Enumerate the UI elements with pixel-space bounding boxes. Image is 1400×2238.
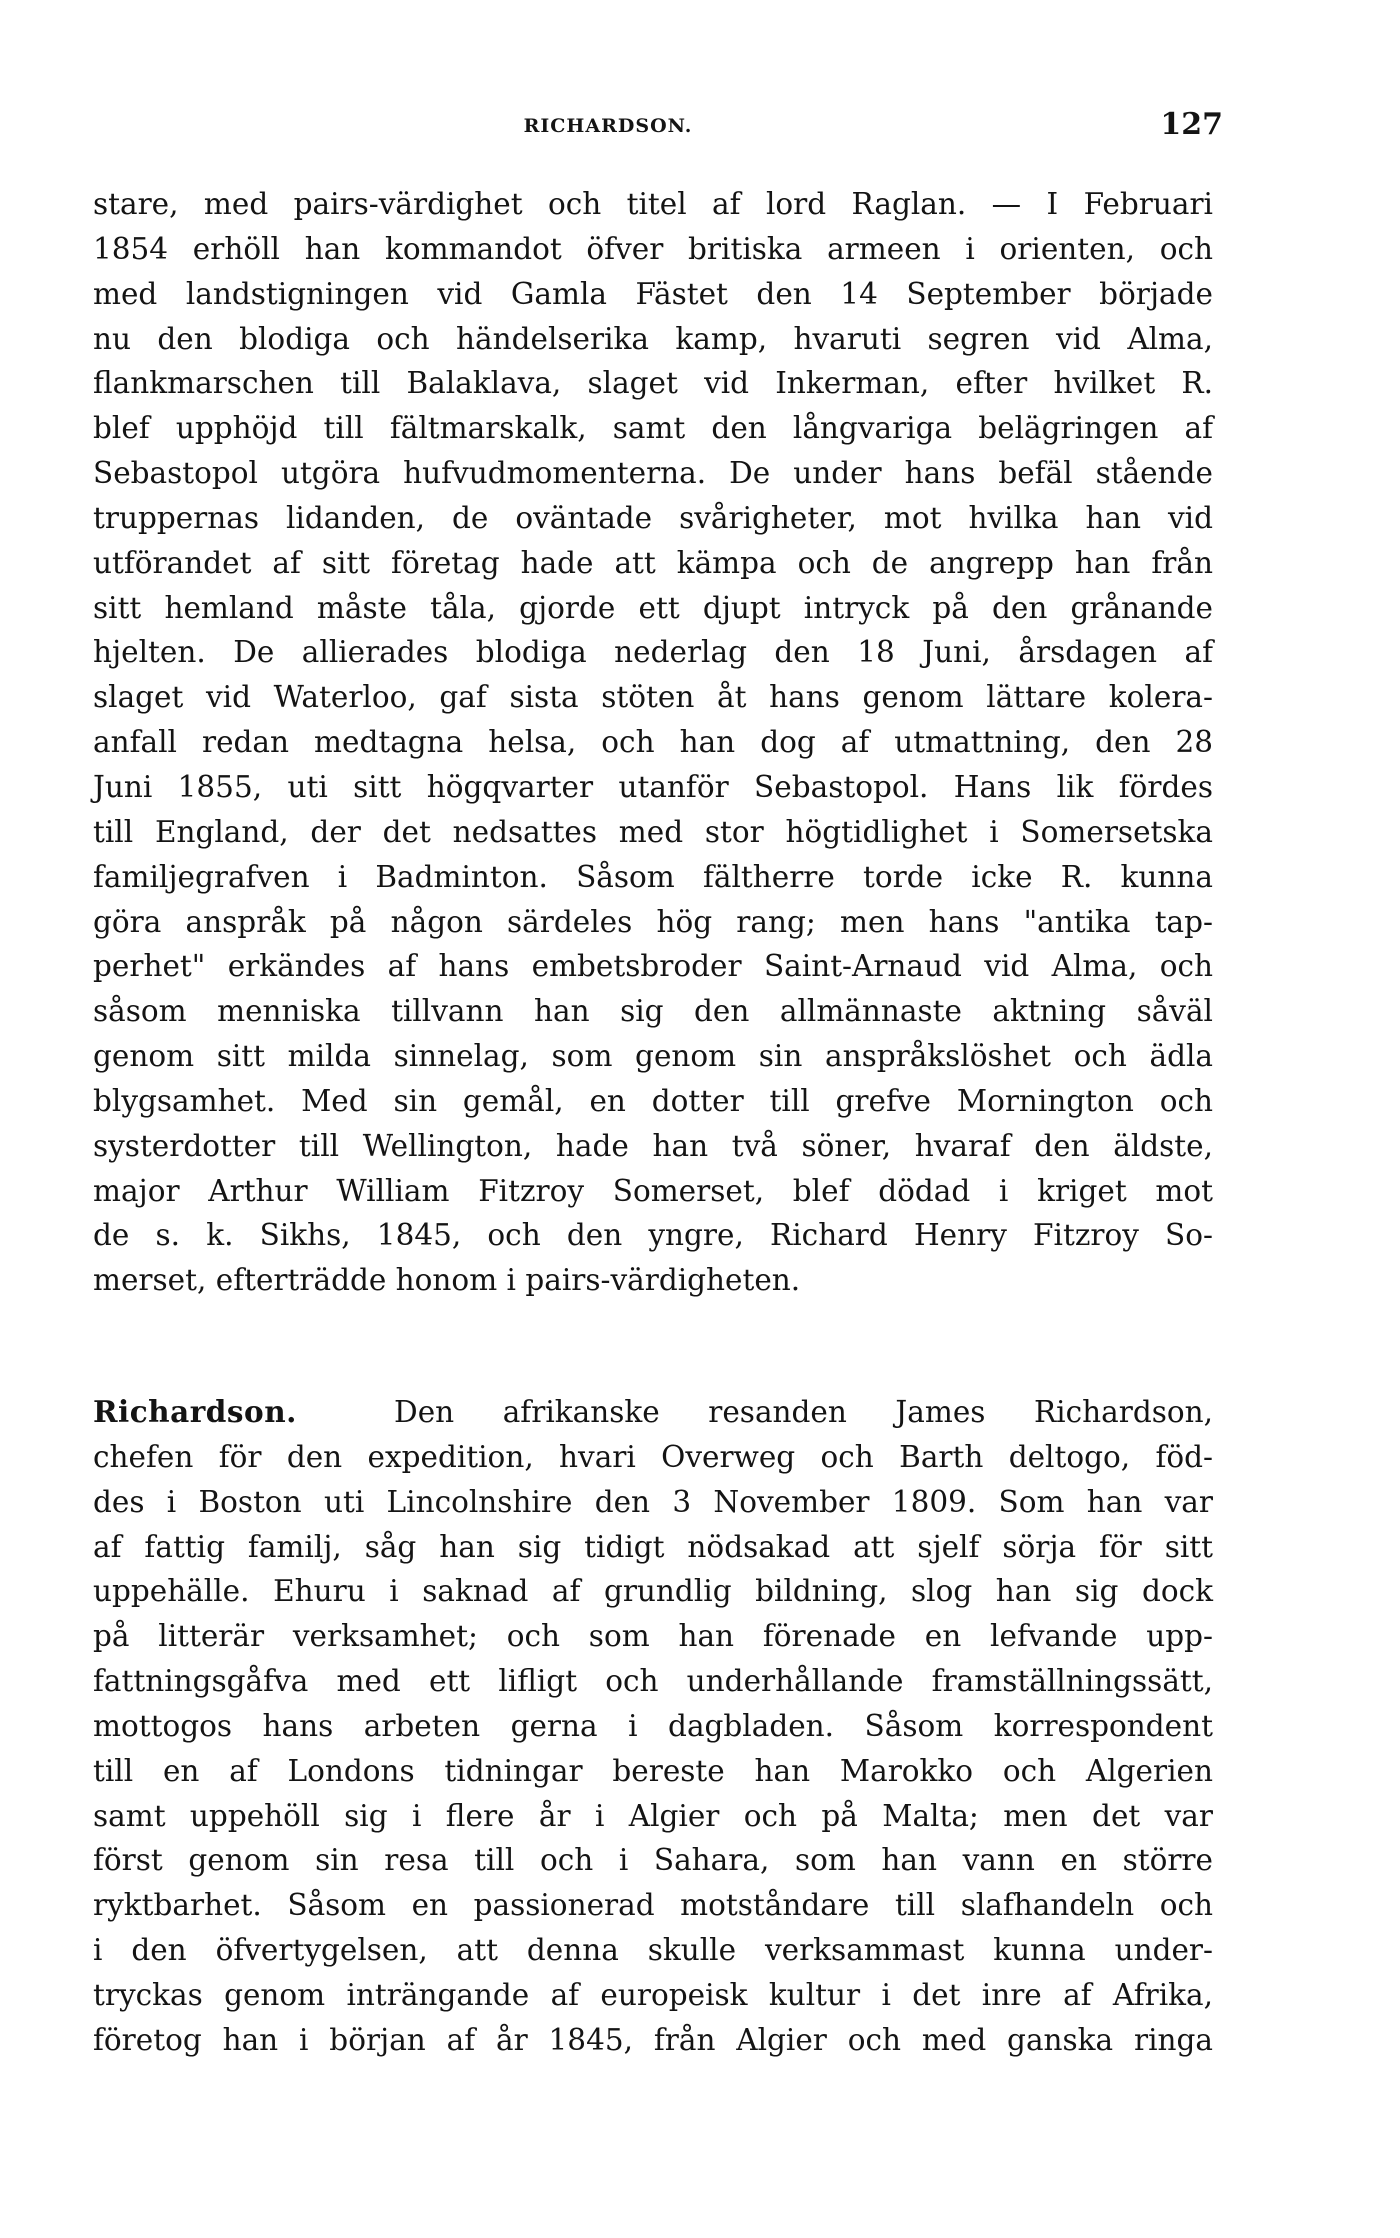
text-line-rest: Den afrikanske resanden James Richardson, [394,1395,1213,1429]
text-line: hjelten. De allierades blodiga nederlag den 18 Juni, årsdagen af [93,635,1213,670]
text-line [93,1390,1213,1435]
text-line: 1854 erhöll han kommandot öfver britiska armeen i orienten, och [93,231,1213,266]
running-head [93,107,1223,147]
article-continuation [93,182,1213,1303]
text-line: nu den blodiga och händelserika kamp, hvaruti segren vid Alma, [93,321,1213,356]
text-line: merset, efterträdde honom i pairs-värdigheten. [93,1263,801,1298]
text-line: mottogos hans arbeten gerna i dagbladen. Såsom korrespondent [93,1708,1213,1743]
text-line: göra anspråk på någon särdeles hög rang; men hans "antika tap- [93,904,1213,939]
text-line: systerdotter till Wellington, hade han två söner, hvaraf den äldste, [93,1128,1213,1163]
text-line: till en af Londons tidningar bereste han Marokko och Algerien [93,1753,1213,1788]
text-line: fattningsgåfva med ett lifligt och underhållande framställningssätt, [93,1664,1213,1699]
entry-headword: Richardson. [93,1394,297,1429]
text-line: genom sitt milda sinnelag, som genom sin anspråkslöshet och ädla [93,1039,1213,1074]
text-line: truppernas lidanden, de oväntade svårigheter, mot hvilka han vid [93,500,1213,535]
page-number: 127 [1160,107,1223,142]
text-line: de s. k. Sikhs, 1845, och den yngre, Richard Henry Fitzroy So- [93,1218,1213,1253]
text-line: tryckas genom inträngande af europeisk kultur i det inre af Afrika, [93,1977,1213,2012]
text-line: med landstigningen vid Gamla Fästet den 14 September började [93,276,1213,311]
running-title: RICHARDSON. [523,115,693,137]
text-line: först genom sin resa till och i Sahara, som han vann en större [93,1843,1213,1878]
text-line: företog han i början af år 1845, från Algier och med ganska ringa [93,2022,1213,2057]
text-line: uppehälle. Ehuru i saknad af grundlig bildning, slog han sig dock [93,1574,1213,1609]
text-line: des i Boston uti Lincolnshire den 3 November 1809. Som han var [93,1484,1213,1519]
text-line: Juni 1855, uti sitt högqvarter utanför Sebastopol. Hans lik fördes [93,769,1213,804]
text-line: sitt hemland måste tåla, gjorde ett djupt intryck på den grånande [93,590,1213,625]
text-line: perhet" erkändes af hans embetsbroder Saint-Arnaud vid Alma, och [93,949,1213,984]
text-line: slaget vid Waterloo, gaf sista stöten åt hans genom lättare kolera- [93,680,1213,715]
text-line: till England, der det nedsattes med stor högtidlighet i Somersetska [93,814,1213,849]
text-line: af fattig familj, såg han sig tidigt nödsakad att sjelf sörja för sitt [93,1529,1213,1564]
text-line: major Arthur William Fitzroy Somerset, blef dödad i kriget mot [93,1173,1213,1208]
text-line: utförandet af sitt företag hade att kämpa och de angrepp han från [93,545,1213,580]
text-line: flankmarschen till Balaklava, slaget vid Inkerman, efter hvilket R. [93,366,1213,401]
text-line: chefen för den expedition, hvari Overweg och Barth deltogo, föd- [93,1439,1213,1474]
text-line: ryktbarhet. Såsom en passionerad motståndare till slafhandeln och [93,1888,1213,1923]
text-line: samt uppehöll sig i flere år i Algier och på Malta; men det var [93,1798,1213,1833]
text-line: familjegrafven i Badminton. Såsom fältherre torde icke R. kunna [93,859,1213,894]
text-line: anfall redan medtagna helsa, och han dog af utmattning, den 28 [93,725,1213,760]
text-line: i den öfvertygelsen, att denna skulle verksammast kunna under- [93,1933,1213,1968]
text-line: på litterär verksamhet; och som han förenade en lefvande upp- [93,1619,1213,1654]
text-line: blef upphöjd till fältmarskalk, samt den långvariga belägringen af [93,411,1213,446]
text-line: stare, med pairs-värdighet och titel af lord Raglan. — I Februari [93,187,1213,221]
article-richardson [93,1390,1213,2063]
text-line: såsom menniska tillvann han sig den allmännaste aktning såväl [93,994,1213,1029]
text-line: blygsamhet. Med sin gemål, en dotter till grefve Mornington och [93,1083,1213,1118]
text-line: Sebastopol utgöra hufvudmomenterna. De under hans befäl stående [93,456,1213,491]
